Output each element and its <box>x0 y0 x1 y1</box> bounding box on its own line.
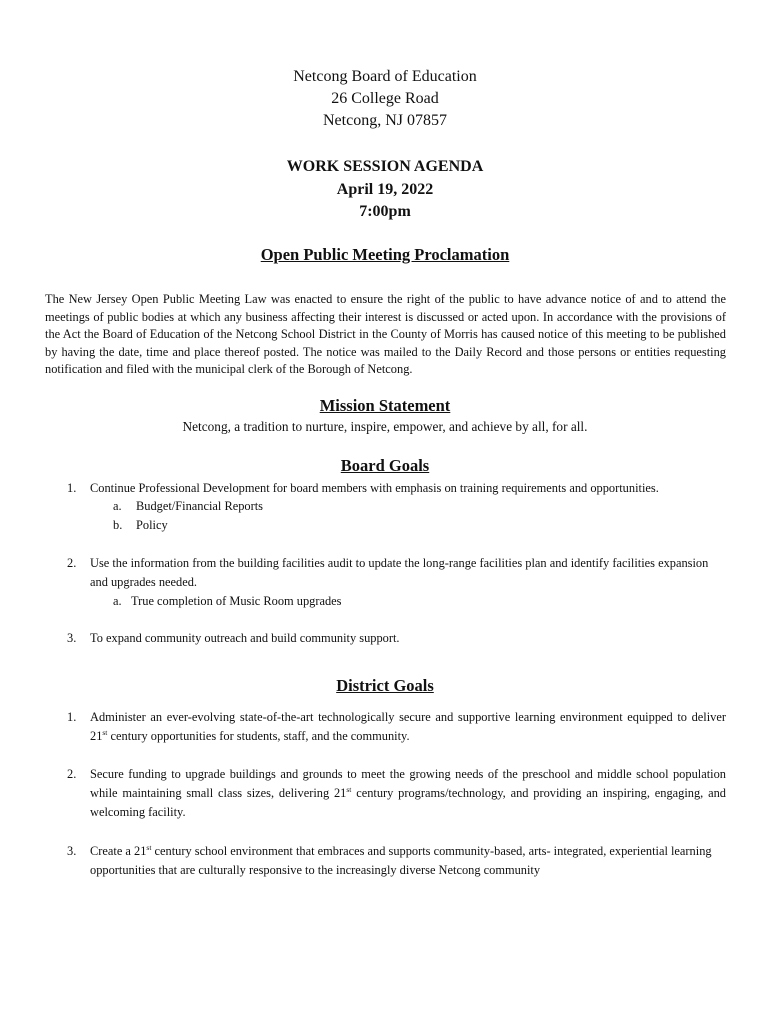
district-goal-text: Create a 21st century school environment that embraces and supports community-based, arts- integrated, experiential learning opportunities that are culturally responsive to the increasingly diverse Netcong community <box>90 843 712 877</box>
sub-item-letter: b. <box>113 518 123 532</box>
board-goal-number: 2. <box>67 556 77 570</box>
board-goal-number: 1. <box>67 481 77 495</box>
street-address: 26 College Road <box>331 90 439 107</box>
meeting-time: 7:00pm <box>359 203 411 220</box>
sub-item-letter: a. <box>113 594 122 608</box>
sub-item-text: True completion of Music Room upgrades <box>131 594 342 608</box>
mission-title: Mission Statement <box>319 396 451 415</box>
proclamation-body: The New Jersey Open Public Meeting Law was enacted to ensure the right of the public to have advance notice of and to attend the meetings of public bodies at which any business affecting their interest is discussed or acted upon. In accordance with the provisions of the Act the Board of Education of the Netcong School District in the County of Morris has caused notice of this meeting to be published by having the date, time and place thereof posted. The notice was mailed to the Daily Record and those persons or entities requesting notification and filed with the municipal clerk of the Borough of Netcong. <box>45 292 726 377</box>
district-goals-title: District Goals <box>336 676 434 695</box>
district-goal-number: 3. <box>67 844 77 858</box>
board-goal-text: Use the information from the building facilities audit to update the long-range facilities plan and identify facilities expansion and upgrades needed. <box>90 556 709 589</box>
district-goal-number: 2. <box>67 767 77 781</box>
board-goal-text: Continue Professional Development for board members with emphasis on training requirements and opportunities. <box>90 481 659 495</box>
sub-item-letter: a. <box>113 499 122 513</box>
board-goal-text: To expand community outreach and build community support. <box>90 631 400 645</box>
district-goal-text: Administer an ever-evolving state-of-the-art technologically secure and supportive learning environment equipped to deliver 21st century opportunities for students, staff, and the community. <box>90 710 726 743</box>
board-goals-title: Board Goals <box>340 456 430 475</box>
sub-item-text: Budget/Financial Reports <box>136 499 263 513</box>
district-goal-text: Secure funding to upgrade buildings and grounds to meet the growing needs of the preschool and middle school population while maintaining small class sizes, delivering 21st century programs/technology, and providing an inspiring, engaging, and welcoming facility. <box>90 767 726 819</box>
proclamation-title: Open Public Meeting Proclamation <box>260 245 510 264</box>
district-goal-number: 1. <box>67 710 77 724</box>
agenda-title: WORK SESSION AGENDA <box>286 158 484 175</box>
city-state-zip: Netcong, NJ 07857 <box>323 112 447 129</box>
mission-text: Netcong, a tradition to nurture, inspire, empower, and achieve by all, for all. <box>182 419 588 434</box>
meeting-date: April 19, 2022 <box>336 181 434 198</box>
org-name: Netcong Board of Education <box>293 68 477 85</box>
board-goal-number: 3. <box>67 631 77 645</box>
sub-item-text: Policy <box>136 518 168 532</box>
